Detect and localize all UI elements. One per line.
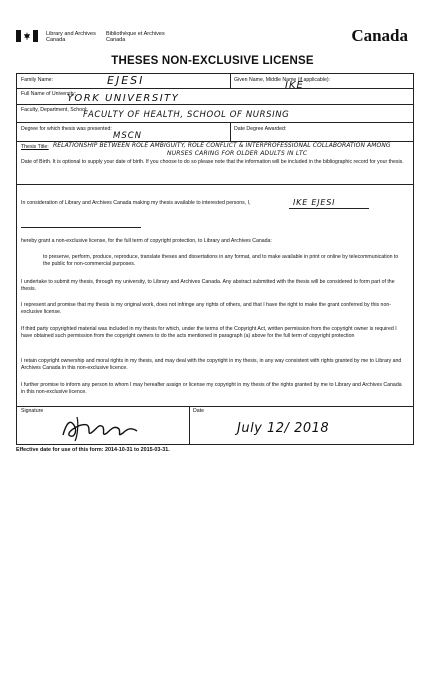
page-title: THESES NON-EXCLUSIVE LICENSE (111, 55, 314, 67)
license-form (16, 73, 414, 445)
thesis-title-line2[interactable]: NURSES CARING FOR OLDER ADULTS IN LTC (167, 150, 308, 157)
dob-label: Date of Birth. It is optional to supply your date of birth. If you choose to do so please note that the information will be included in the bibliographic record for your thesis. (21, 159, 404, 165)
degree-label: Degree for which thesis was presented: (21, 126, 112, 132)
represent-text: I represent and promise that my thesis is my original work, does not infringe any rights of others, and that I have the right to make the grant conferred by this non-exclusive license. (21, 302, 391, 315)
faculty-value[interactable]: FACULTY OF HEALTH, SCHOOL OF NURSING (83, 110, 290, 120)
family-name-value[interactable]: EJESI (107, 74, 145, 87)
given-name-label: Given Name, Middle Name (if applicable): (234, 77, 331, 83)
grant-text: hereby grant a non-exclusive license, for the full term of copyright protection, to Library and Archives Canada: (21, 238, 272, 244)
thesis-title-line1[interactable]: RELATIONSHIP BETWEEN ROLE AMBIGUITY, ROLE CONFLICT & INTERPROFESSIONAL COLLABORATION AMONG (53, 142, 391, 149)
date-value[interactable]: July 12/ 2018 (237, 421, 330, 436)
name-row (17, 74, 413, 89)
retain-text: I retain copyright ownership and moral rights in my thesis, and may deal with the copyright in my thesis, in any way consistent with rights granted by me to Library and Archives Canada in this non-exclusive licence. (21, 358, 402, 371)
signature-row (17, 406, 413, 445)
university-label: Full Name of University: (21, 91, 77, 97)
faculty-row (17, 105, 413, 123)
grant-detail-text: to preserve, perform, produce, reproduce, translate theses and dissertations in any format, and to make available in print or online by telecommunication to the public for non-commercial purposes. (43, 254, 399, 267)
faculty-label: Faculty, Department, School: (21, 107, 88, 113)
signature-image (57, 413, 167, 443)
header (14, 28, 414, 46)
thesis-title-row (17, 142, 413, 185)
consideration-text: In consideration of Library and Archives Canada making my thesis available to interested persons, I, (21, 200, 251, 206)
undertake-text: I undertake to submit my thesis, through my university, to Library and Archives Canada. Any abstract submitted with the thesis will be considered to form part of the thesis. (21, 279, 395, 292)
org-name-english: Library and Archives Canada (46, 31, 96, 43)
blank-line (21, 227, 141, 228)
date-label: Date (193, 408, 204, 414)
consideration-name-line (289, 208, 369, 209)
thesis-title-label: Thesis Title: (21, 144, 49, 150)
degree-row (17, 123, 413, 142)
org-name-french: Bibliothèque et Archives Canada (106, 31, 165, 43)
degree-value[interactable]: MSCN (113, 131, 143, 141)
family-name-label: Family Name: (21, 77, 53, 83)
date-awarded-label: Date Degree Awarded: (234, 126, 287, 132)
consideration-name[interactable]: IKE EJESI (293, 198, 336, 207)
inform-text: I further promise to inform any person to whom I may hereafter assign or license my copyright in my thesis of the rights granted by me to Library and Archives Canada in this non-exclusive licence. (21, 382, 402, 395)
effective-date-note: Effective date for use of this form: 2014-10-31 to 2015-03-31. (16, 447, 170, 453)
canada-wordmark: Canada (351, 26, 408, 45)
signature-label: Signature (21, 408, 44, 414)
third-party-text: If third party copyrighted material was included in my thesis for which, under the terms of the Copyright Act, written permission from the copyright owner is required I have obtained such permission from the copyright owners to do the acts mentioned in paragraph (a) above for the full term of copyright protection (21, 326, 397, 339)
canada-flag-icon (16, 30, 38, 42)
university-row (17, 89, 413, 105)
university-value[interactable]: YORK UNIVERSITY (67, 93, 180, 104)
given-name-value[interactable]: IKE (285, 80, 304, 91)
